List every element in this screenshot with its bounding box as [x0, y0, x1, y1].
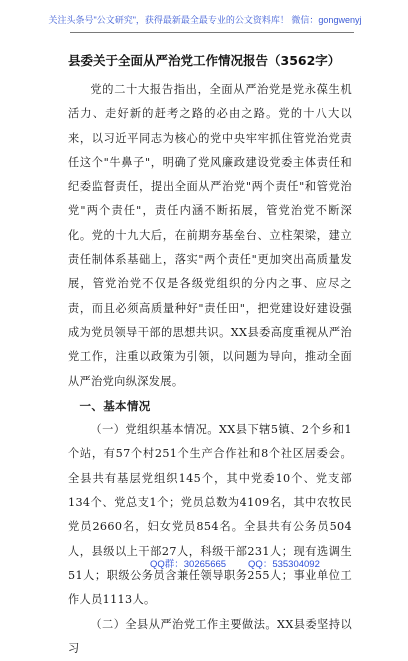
header-banner: 关注头条号"公文研究"，获得最新最全最专业的公文资料库！ 微信：gongwenyj	[48, 15, 362, 25]
header-divider	[70, 32, 354, 33]
footer-contact	[150, 559, 380, 571]
document-body	[68, 78, 352, 661]
qq-number-text: QQ：535304092	[248, 559, 320, 570]
party-organization-paragraph: （一）党组织基本情况。XX县下辖5镇、2个乡和1个站，有57个村251个生产合作社和8个社区居委会。全县共有基层党组织145个，其中党委10个、党支部134个、党总支1个；党员总数为4109名，其中农牧民党员2660名，妇女党员854名。全县共有公务员504人，县级以上干部27人，科级干部231人；现有选调生51人；职级公务员含兼任领导职务255人；事业单位工作人员1113人。	[68, 423, 352, 607]
section-heading-basic-situation: 一、基本情况	[79, 398, 151, 413]
document-title: 县委关于全面从严治党工作情况报告（3562字）	[68, 53, 341, 68]
qq-group-text: QQ群：30265665	[150, 559, 227, 570]
intro-paragraph: 党的二十大报告指出，全面从严治党是党永葆生机活力、走好新的赶考之路的必由之路。党的十八大以来，以习近平同志为核心的党中央牢牢抓住管党治党责任这个"牛鼻子"，明确了党风廉政建设党委主体责任和纪委监督责任，提出全面从严治党"两个责任"和管党治党"两个责任"，责任内涵不断拓展，管党治党不断深化。党的十九大后，在前期夯基垒台、立柱架梁，建立责任制体系基础上，落实"两个责任"更加突出高质量发展，管党治党不仅是各级党组织的分内之事、应尽之责，而且必须高质量种好"责任田"，把党建设好建设强成为党员领导干部的思想共识。XX县委高度重视从严治党工作，注重以政策为引领，以问题为导向，推动全面从严治党向纵深发展。	[68, 83, 352, 388]
main-practices-paragraph: （二）全县从严治党工作主要做法。XX县委坚持以习	[68, 617, 352, 655]
